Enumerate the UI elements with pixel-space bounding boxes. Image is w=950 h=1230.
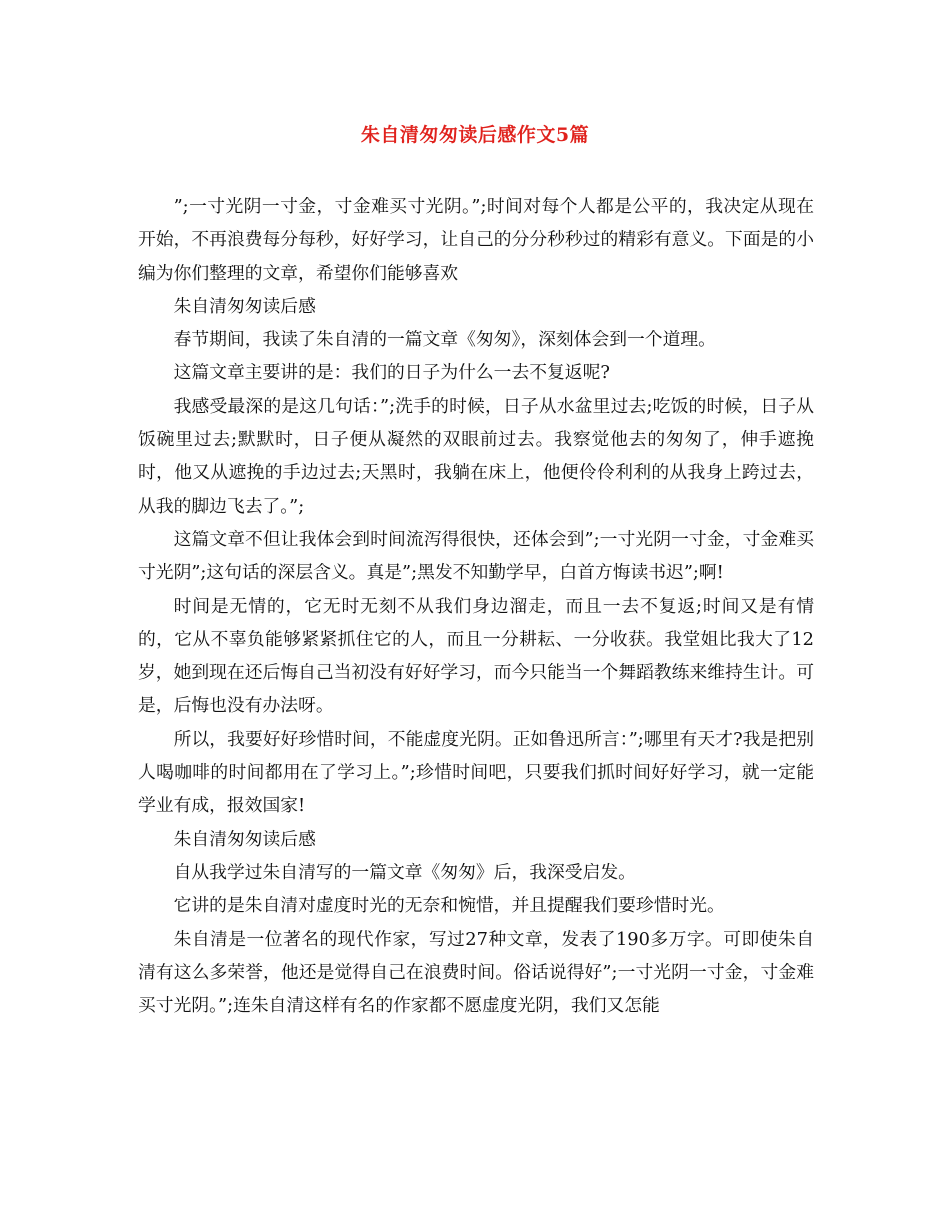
section-heading: 朱自清匆匆读后感 (173, 828, 316, 850)
paragraph: 春节期间，我读了朱自清的一篇文章《匆匆》，深刻体会到一个道理。 (173, 329, 716, 351)
paragraph: 它讲的是朱自清对虚度时光的无奈和惋惜，并且提醒我们要珍惜时光。 (173, 895, 725, 917)
document-body (138, 190, 814, 1022)
paragraph: 我感受最深的是这几句话：”;洗手的时候，日子从水盆里过去;吃饭的时候，日子从饭碗里过去;默默时，日子便从凝然的双眼前过去。我察觉他去的匆匆了，伸手遮挽时，他又从遮挽的手边过去;天黑时，我躺在床上，他便伶伶利利的从我身上跨过去，从我的脚边飞去了。”; (138, 395, 814, 517)
paragraph: 这篇文章不但让我体会到时间流泻得很快，还体会到”;一寸光阴一寸金，寸金难买寸光阴”;这句话的深层含义。真是”;黑发不知勤学早，白首方悔读书迟”;啊! (138, 528, 814, 584)
paragraph: 时间是无情的，它无时无刻不从我们身边溜走，而且一去不复返;时间又是有情的，它从不辜负能够紧紧抓住它的人，而且一分耕耘、一分收获。我堂姐比我大了12岁，她到现在还后悔自己当初没有好好学习，而今只能当一个舞蹈教练来维持生计。可是，后悔也没有办法呀。 (138, 595, 814, 717)
document-title: 朱自清匆匆读后感作文5篇 (360, 124, 590, 146)
paragraph: 这篇文章主要讲的是：我们的日子为什么一去不复返呢? (173, 362, 610, 384)
paragraph-intro: ”;一寸光阴一寸金，寸金难买寸光阴。”;时间对每个人都是公平的，我决定从现在开始，不再浪费每分每秒，好好学习，让自己的分分秒秒过的精彩有意义。下面是的小编为你们整理的文章，希望你们能够喜欢 (138, 196, 814, 284)
section-heading: 朱自清匆匆读后感 (173, 295, 316, 317)
paragraph: 自从我学过朱自清写的一篇文章《匆匆》后，我深受启发。 (173, 861, 636, 883)
paragraph: 所以，我要好好珍惜时间，不能虚度光阴。正如鲁迅所言：”;哪里有天才?我是把别人喝咖啡的时间都用在了学习上。”;珍惜时间吧，只要我们抓时间好好学习，就一定能学业有成，报效国家! (138, 728, 814, 817)
paragraph: 朱自清是一位著名的现代作家，写过27种文章，发表了190多万字。可即使朱自清有这么多荣誉，他还是觉得自己在浪费时间。俗话说得好”;一寸光阴一寸金，寸金难买寸光阴。”;连朱自清这样有名的作家都不愿虚度光阴，我们又怎能 (138, 928, 814, 1017)
